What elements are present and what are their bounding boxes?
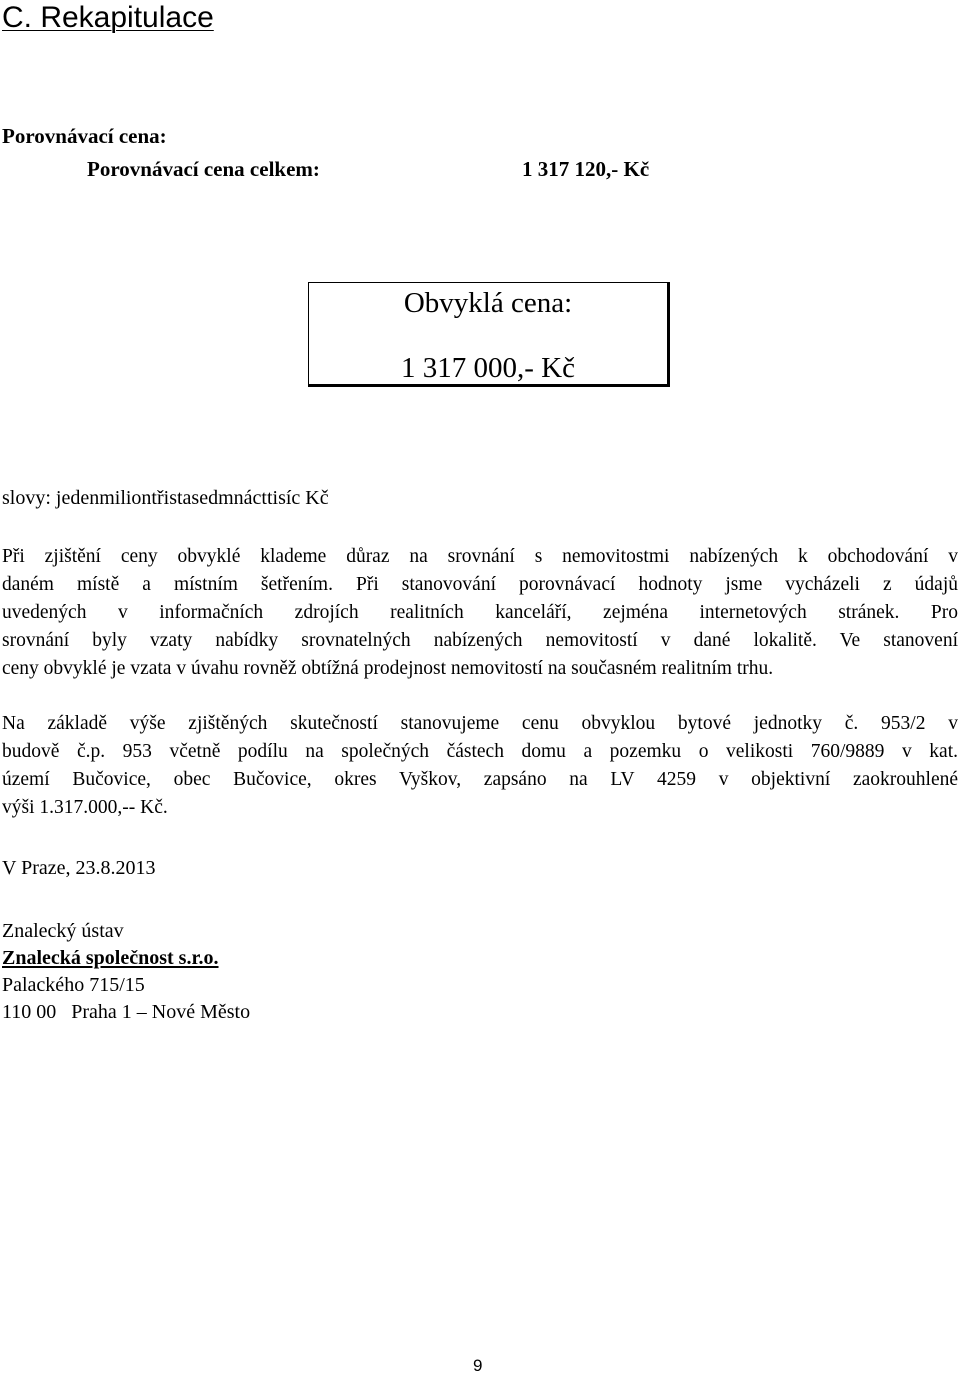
- paragraph-line: území Bučovice, obec Bučovice, okres Vyškov, zapsáno na LV 4259 v objektivní zaokrouhlené: [2, 769, 958, 790]
- usual-price-box: [308, 282, 670, 387]
- comparative-total-value: 1 317 120,- Kč: [522, 157, 650, 181]
- paragraph-line: budově č.p. 953 včetně podílu na společných částech domu a pozemku o velikosti 760/9889 v kat.: [2, 741, 958, 762]
- place-and-date: V Praze, 23.8.2013: [2, 857, 156, 879]
- paragraph-line: uvedených v informačních zdrojích realitních kanceláří, zejména internetových stránek. Pro: [2, 602, 958, 623]
- paragraph-line: Při zjištění ceny obvyklé klademe důraz na srovnání s nemovitostmi nabízených k obchodování v: [2, 546, 958, 567]
- signature-institute: Znalecký ústav: [2, 920, 124, 942]
- signature-city: 110 00 Praha 1 – Nové Město: [2, 1001, 251, 1023]
- paragraph-line: ceny obvyklé je vzata v úvahu rovněž obtížná prodejnost nemovitostí na současném realitním trhu.: [2, 658, 774, 679]
- methodology-paragraph: [2, 543, 958, 683]
- paragraph-line: Na základě výše zjištěných skutečností stanovujeme cenu obvyklou bytové jednotky č. 953/2 v: [2, 713, 958, 734]
- section-heading: C. Rekapitulace: [2, 1, 214, 34]
- conclusion-paragraph: [2, 710, 958, 822]
- price-in-words: slovy: jedenmiliontřistasedmnácttisíc Kč: [2, 487, 329, 509]
- paragraph-line: daném místě a místním šetřením. Při stanovování porovnávací hodnoty jsme vycházeli z údajů: [2, 574, 958, 595]
- signature-street: Palackého 715/15: [2, 974, 145, 996]
- paragraph-line: výši 1.317.000,-- Kč.: [2, 797, 168, 818]
- paragraph-line: srovnání byly vzaty nabídky srovnatelných nabízených nemovitostí v dané lokalitě. Ve stanovení: [2, 630, 958, 651]
- usual-price-value: 1 317 000,- Kč: [401, 352, 575, 384]
- signature-company: Znalecká společnost s.r.o.: [2, 947, 219, 969]
- page-number: 9: [473, 1356, 483, 1375]
- usual-price-title: Obvyklá cena:: [403, 287, 573, 319]
- comparative-total-label: Porovnávací cena celkem:: [87, 157, 320, 181]
- comparative-price-title: Porovnávací cena:: [2, 124, 167, 148]
